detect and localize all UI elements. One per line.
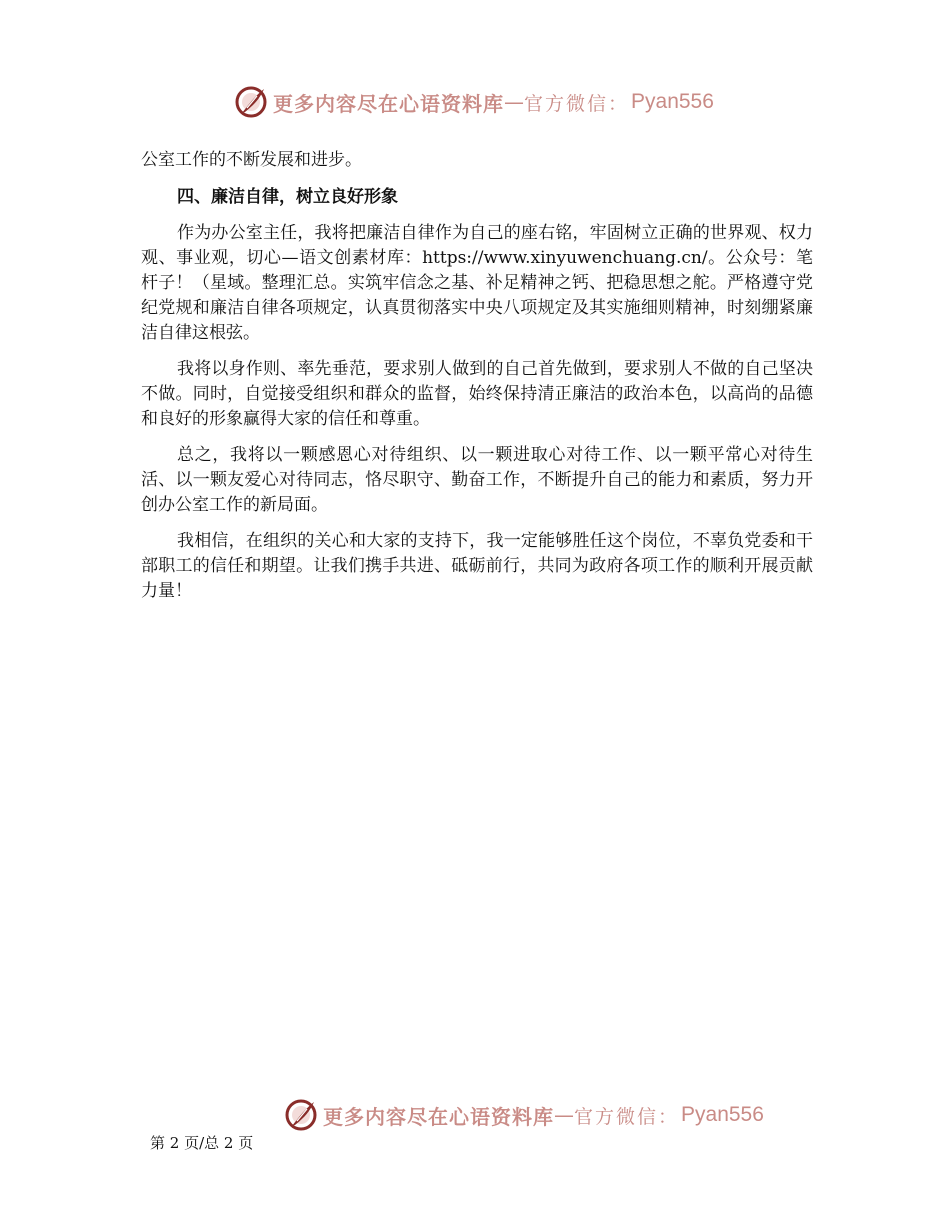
header-slogan: 更多内容尽在心语资料库	[273, 91, 504, 116]
footer-wechat-id: Pyan556	[681, 1103, 764, 1126]
footer-dash: —	[554, 1103, 574, 1127]
quill-pen-logo-icon	[233, 84, 269, 120]
paragraph-4: 我相信，在组织的关心和大家的支持下，我一定能够胜任这个岗位，不辜负党委和干部职工的信任和期望。让我们携手共进、砥砺前行，共同为政府各项工作的顺利开展贡献力量！	[141, 531, 813, 601]
footer-wechat-label: 官方微信：	[574, 1105, 680, 1128]
document-body	[141, 148, 813, 615]
header-wechat-id: Pyan556	[631, 90, 714, 113]
footer-slogan: 更多内容尽在心语资料库	[323, 1104, 554, 1129]
header-wechat-label: 官方微信：	[524, 92, 630, 115]
page-number: 第 2 页/总 2 页	[150, 1134, 254, 1152]
paragraph-2: 我将以身作则、率先垂范，要求别人做到的自己首先做到，要求别人不做的自己坚决不做。同时，自觉接受组织和群众的监督，始终保持清正廉洁的政治本色，以高尚的品德和良好的形象赢得大家的信任和尊重。	[141, 359, 813, 429]
paragraph-3: 总之，我将以一颗感恩心对待组织、以一颗进取心对待工作、以一颗平常心对待生活、以一颗友爱心对待同志，恪尽职守、勤奋工作，不断提升自己的能力和素质，努力开创办公室工作的新局面。	[141, 445, 813, 515]
footer-banner	[283, 1095, 764, 1135]
intro-line: 公室工作的不断发展和进步。	[141, 150, 362, 170]
header-dash: —	[504, 90, 524, 114]
header-banner	[233, 82, 714, 122]
paragraph-1: 作为办公室主任，我将把廉洁自律作为自己的座右铭，牢固树立正确的世界观、权力观、事业观，切心—语文创素材库：https://www.xinyuwenchuang.cn/。公众号：笔杆子！（星域。整理汇总。实筑牢信念之基、补足精神之钙、把稳思想之舵。严格遵守党纪党规和廉洁自律各项规定，认真贯彻落实中央八项规定及其实施细则精神，时刻绷紧廉洁自律这根弦。	[141, 223, 813, 343]
quill-pen-logo-icon	[283, 1097, 319, 1133]
section-heading: 四、廉洁自律，树立良好形象	[177, 187, 398, 207]
